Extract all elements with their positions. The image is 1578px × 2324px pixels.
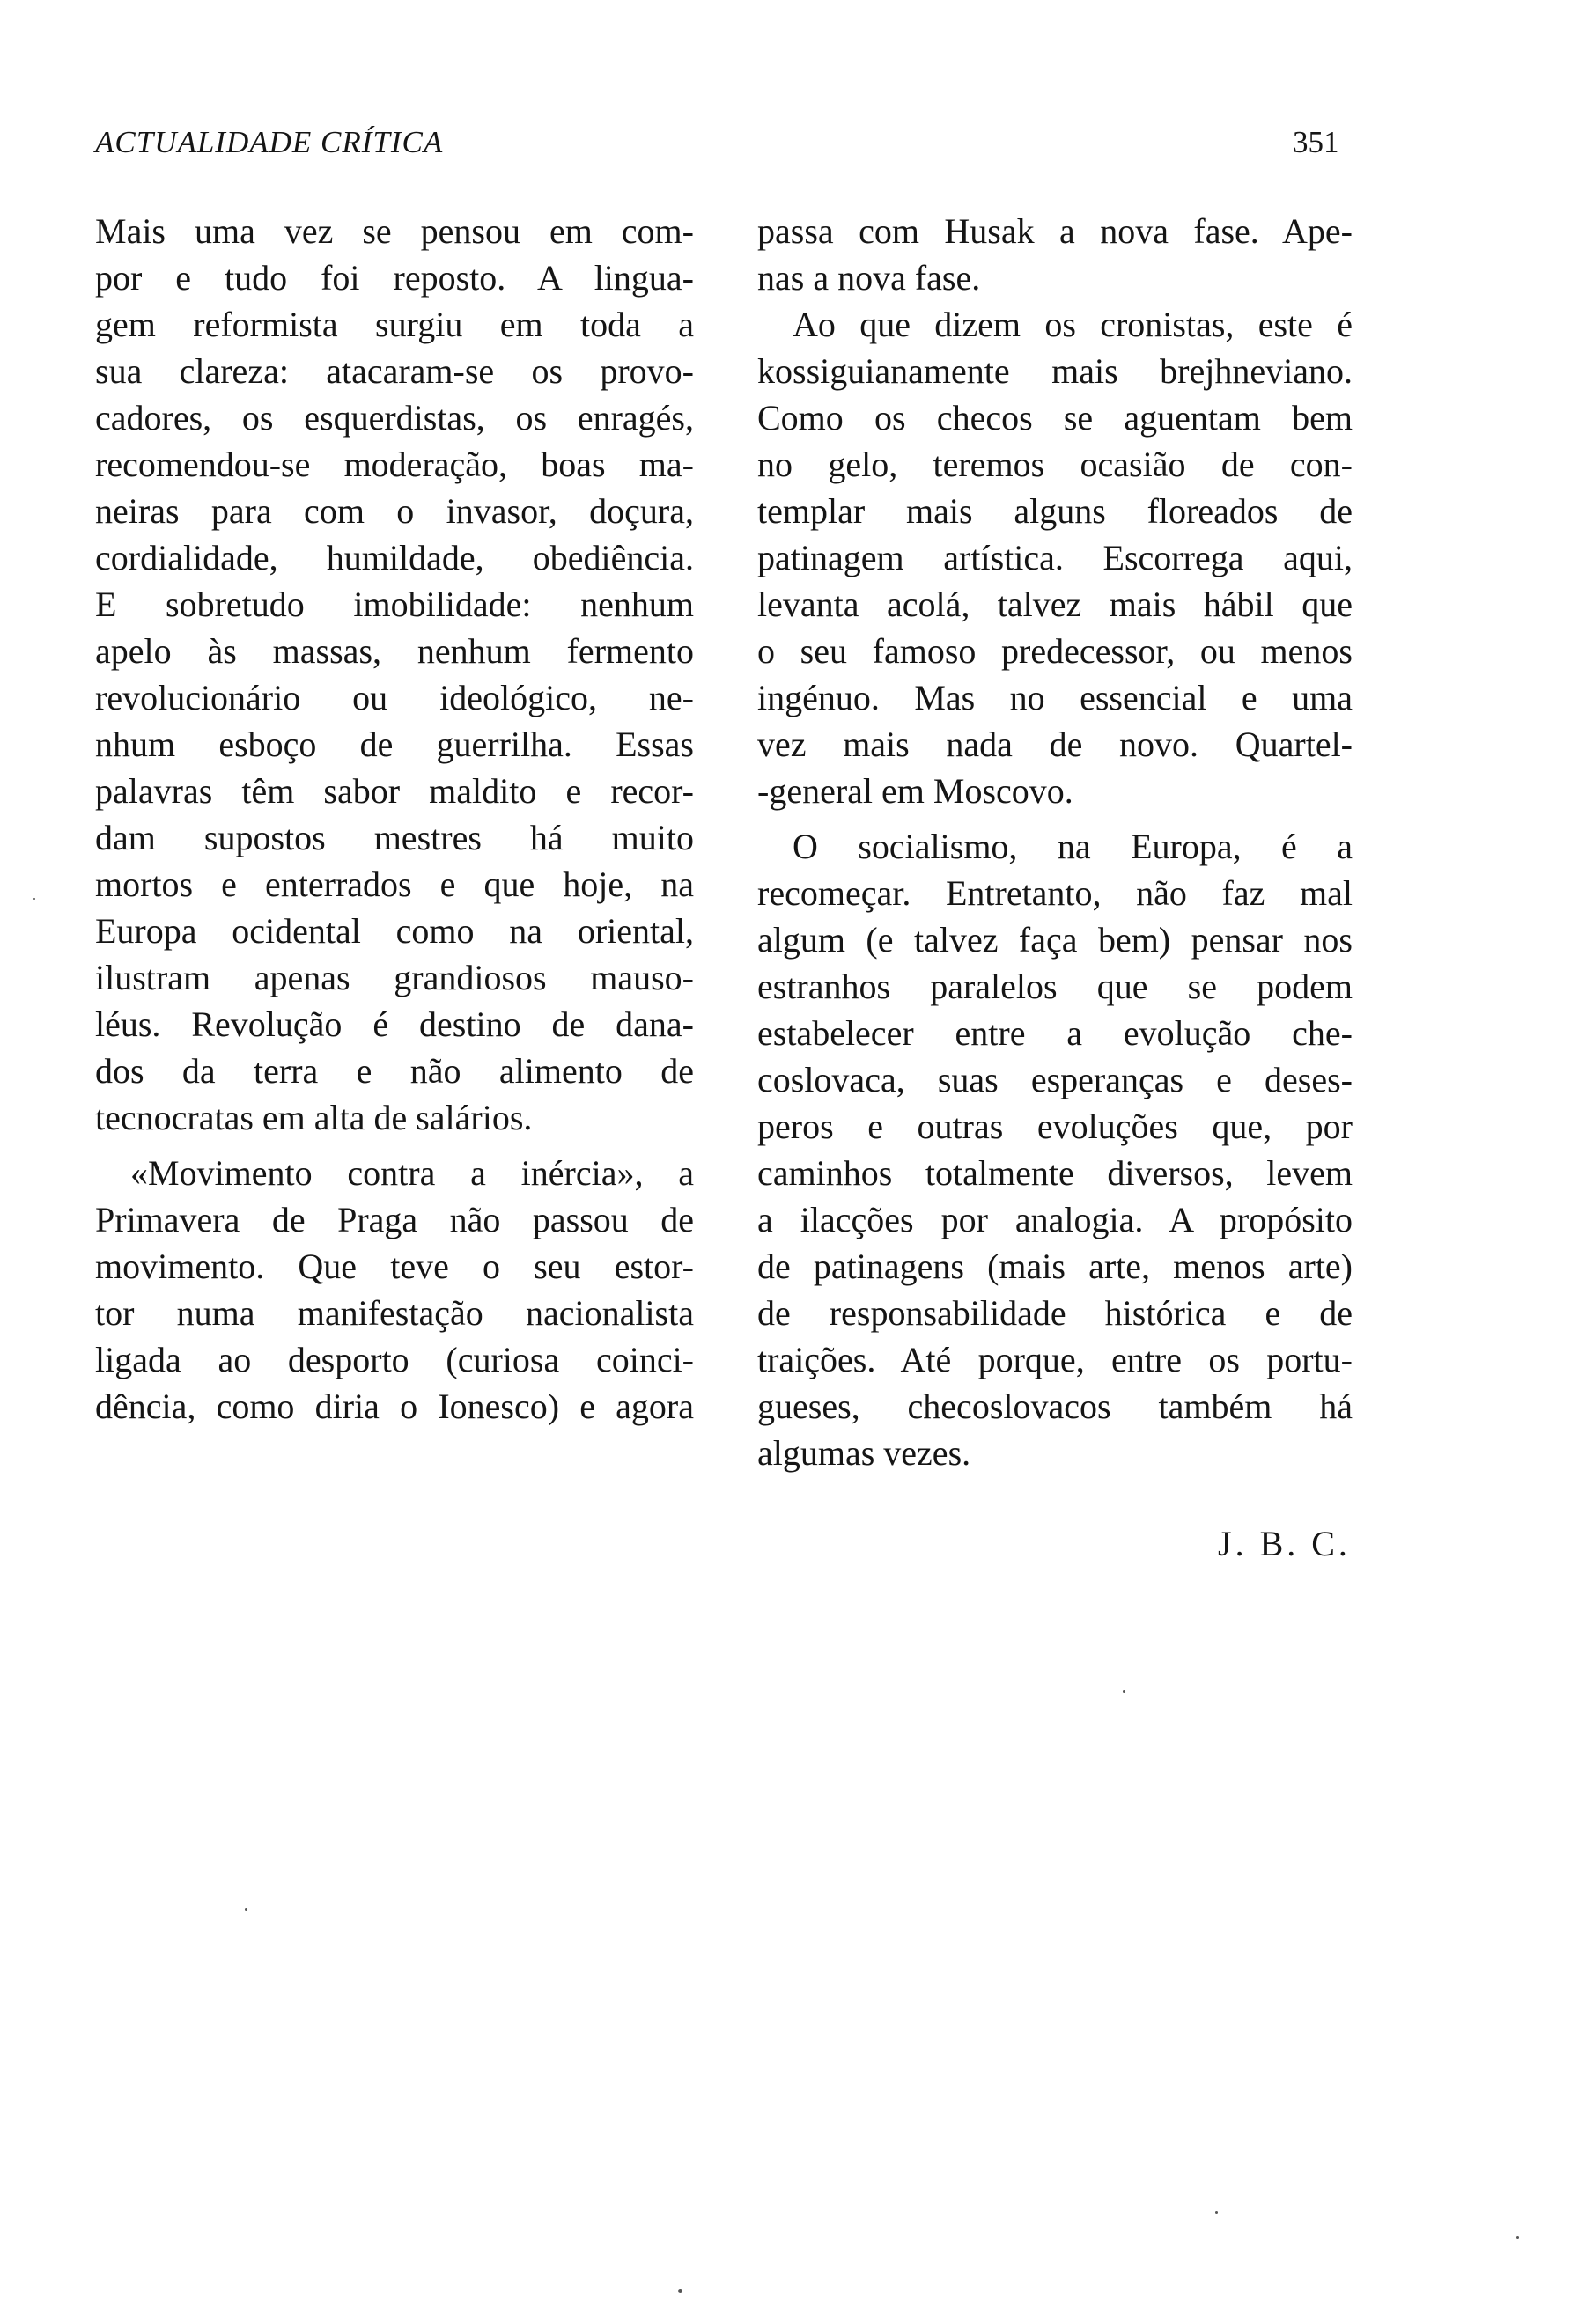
scan-speck	[1215, 2211, 1218, 2214]
text-column-left	[95, 208, 694, 1430]
scan-speck	[1516, 2236, 1519, 2239]
text-line: ingénuo. Mas no essencial e uma	[757, 678, 1353, 717]
text-line: traições. Até porque, entre os portu-	[757, 1340, 1353, 1379]
text-line: tor numa manifestação nacionalista	[95, 1293, 694, 1333]
text-line: O socialismo, na Europa, é a	[793, 827, 1353, 866]
text-line: estranhos paralelos que se podem	[757, 967, 1353, 1006]
text-line: nhum esboço de guerrilha. Essas	[95, 724, 694, 764]
text-line: Primavera de Praga não passou de	[95, 1200, 694, 1239]
text-line: patinagem artística. Escorrega aqui,	[757, 538, 1353, 577]
text-line: cadores, os esquerdistas, os enragés,	[95, 398, 694, 438]
text-line: recomendou-se moderação, boas ma-	[95, 445, 694, 484]
text-line: kossiguianamente mais brejhneviano.	[757, 351, 1353, 391]
text-line: algumas vezes.	[757, 1433, 971, 1473]
text-line: mortos e enterrados e que hoje, na	[95, 864, 694, 904]
text-line: peros e outras evoluções que, por	[757, 1107, 1353, 1146]
text-column-right	[757, 208, 1353, 1476]
text-line: caminhos totalmente diversos, levem	[757, 1153, 1353, 1193]
text-line: vez mais nada de novo. Quartel-	[757, 724, 1353, 764]
text-line: estabelecer entre a evolução che-	[757, 1013, 1353, 1053]
text-line: dam supostos mestres há muito	[95, 818, 694, 857]
text-line: algum (e talvez faça bem) pensar nos	[757, 920, 1353, 960]
paragraph-gap	[757, 814, 1353, 823]
text-line: Como os checos se aguentam bem	[757, 398, 1353, 438]
text-line: templar mais alguns floreados de	[757, 491, 1353, 531]
text-line: levanta acolá, talvez mais hábil que	[757, 585, 1353, 624]
text-line: recomeçar. Entretanto, não faz mal	[757, 873, 1353, 913]
scan-speck	[678, 2289, 682, 2293]
text-line: tecnocratas em alta de salários.	[95, 1098, 533, 1137]
text-line: «Movimento contra a inércia», a	[130, 1153, 694, 1193]
text-line: gueses, checoslovacos também há	[757, 1386, 1353, 1426]
text-line: a ilacções por analogia. A propósito	[757, 1200, 1353, 1239]
text-line: léus. Revolução é destino de dana-	[95, 1004, 694, 1044]
scan-speck	[1123, 1690, 1125, 1693]
text-line: neiras para com o invasor, doçura,	[95, 491, 694, 531]
text-line: no gelo, teremos ocasião de con-	[757, 445, 1353, 484]
text-line: o seu famoso predecessor, ou menos	[757, 631, 1353, 671]
scan-speck	[245, 1908, 247, 1911]
text-line: Europa ocidental como na oriental,	[95, 911, 694, 951]
text-line: E sobretudo imobilidade: nenhum	[95, 585, 694, 624]
text-line: dência, como diria o Ionesco) e agora	[95, 1386, 694, 1426]
running-title: ACTUALIDADE CRÍTICA	[95, 125, 444, 159]
text-line: de patinagens (mais arte, menos arte)	[757, 1247, 1353, 1286]
text-line: passa com Husak a nova fase. Ape-	[757, 211, 1353, 251]
scan-speck	[33, 898, 35, 900]
text-line: coslovaca, suas esperanças e deses-	[757, 1060, 1353, 1099]
text-line: nas a nova fase.	[757, 258, 981, 298]
text-line: ilustram apenas grandiosos mauso-	[95, 958, 694, 997]
text-line: revolucionário ou ideológico, ne-	[95, 678, 694, 717]
text-line: ligada ao desporto (curiosa coinci-	[95, 1340, 694, 1379]
text-line: Mais uma vez se pensou em com-	[95, 211, 694, 251]
text-line: dos da terra e não alimento de	[95, 1051, 694, 1091]
text-line: sua clareza: atacaram-se os provo-	[95, 351, 694, 391]
text-line: movimento. Que teve o seu estor-	[95, 1247, 694, 1286]
text-line: gem reformista surgiu em toda a	[95, 305, 694, 344]
text-line: Ao que dizem os cronistas, este é	[793, 305, 1353, 344]
text-line: de responsabilidade histórica e de	[757, 1293, 1353, 1333]
paragraph-gap	[95, 1141, 694, 1150]
text-line: apelo às massas, nenhum fermento	[95, 631, 694, 671]
page-number: 351	[1293, 125, 1339, 159]
text-line: cordialidade, humildade, obediência.	[95, 538, 694, 577]
text-line: por e tudo foi reposto. A lingua-	[95, 258, 694, 298]
author-signature: J. B. C.	[1218, 1524, 1351, 1563]
text-line: palavras têm sabor maldito e recor-	[95, 771, 694, 811]
text-line: -general em Moscovo.	[757, 771, 1073, 811]
